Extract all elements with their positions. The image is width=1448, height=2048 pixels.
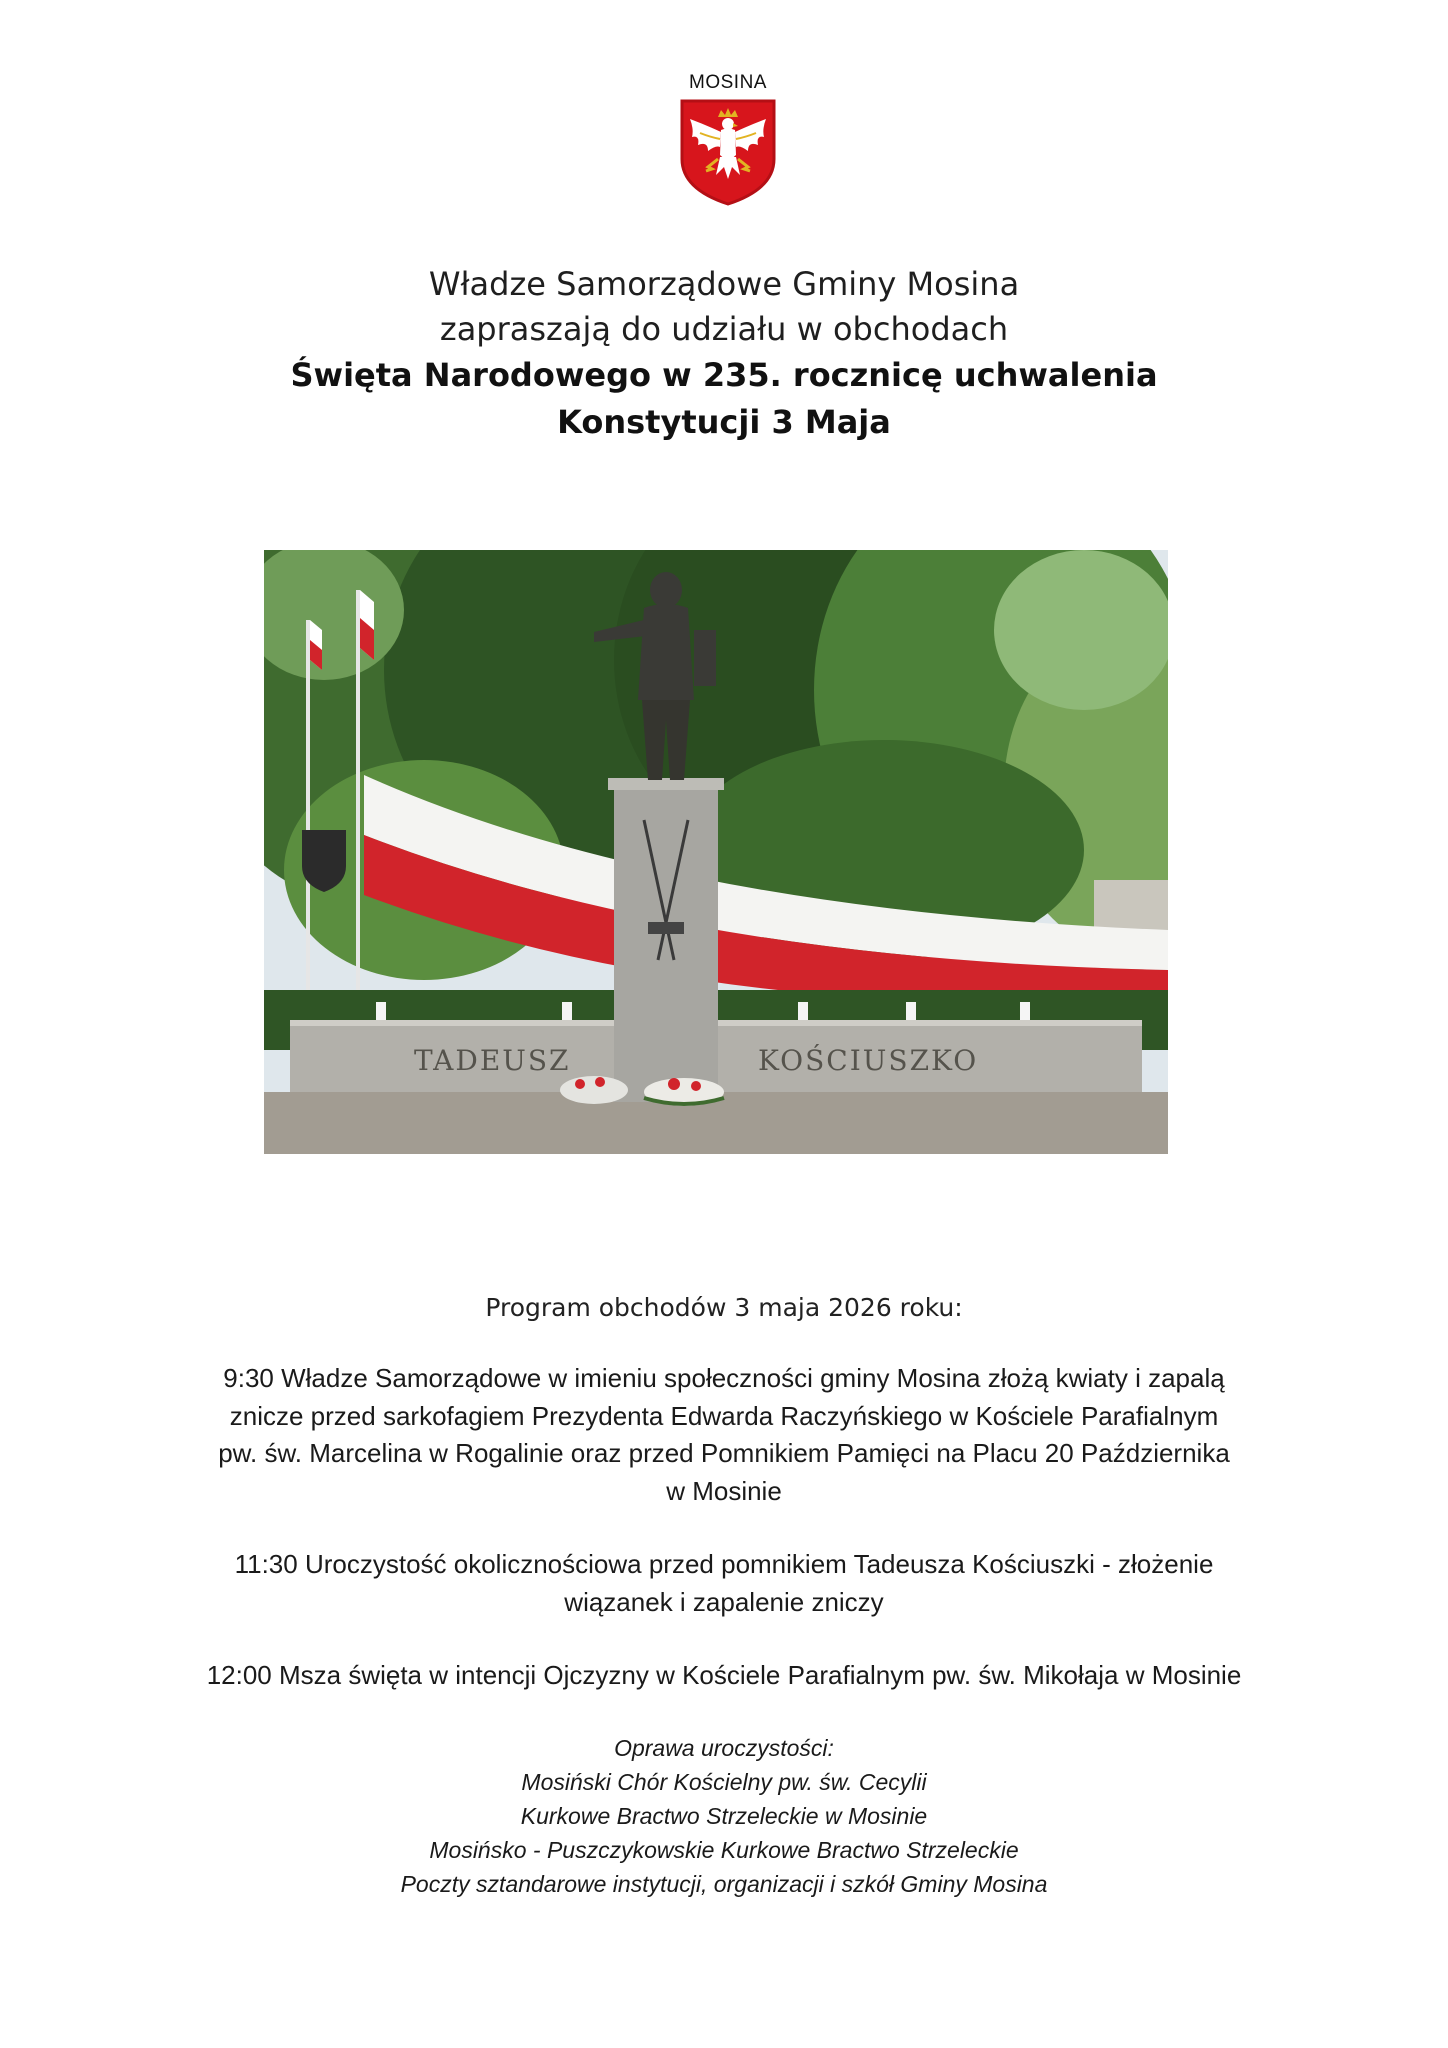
crest-label: MOSINA [689,72,767,93]
eagle-shield-icon [678,97,778,207]
program-event-1130: 11:30 Uroczystość okolicznościowa przed pomnikiem Tadeusza Kościuszki - złożenie wiązanek i zapalenie zniczy [234,1549,1214,1617]
credits-title: Oprawa uroczystości: [614,1734,834,1761]
heading-line-3: Święta Narodowego w 235. rocznicę uchwalenia [290,356,1158,394]
coat-of-arms [674,72,782,207]
credits-item: Kurkowe Bractwo Strzeleckie w Mosinie [520,1802,928,1829]
heading-line-1: Władze Samorządowe Gminy Mosina [428,265,1020,303]
monument-scene [264,550,1168,1154]
credits [0,1731,1448,1901]
program-title: Program obchodów 3 maja 2026 roku: [485,1293,963,1322]
heading-line-4: Konstytucji 3 Maja [557,403,891,441]
program-section [0,1290,1448,1901]
monument-photo [264,550,1168,1154]
credits-item: Mosińsko - Puszczykowskie Kurkowe Bractwo Strzeleckie [429,1836,1019,1863]
inscription-left: TADEUSZ [414,1044,571,1077]
inscription-right: KOŚCIUSZKO [758,1044,979,1077]
program-event-1200: 12:00 Msza święta w intencji Ojczyzny w Kościele Parafialnym pw. św. Mikołaja w Mosinie [206,1660,1242,1690]
credits-item: Poczty sztandarowe instytucji, organizacji i szkół Gminy Mosina [400,1870,1048,1897]
program-event-0930: 9:30 Władze Samorządowe w imieniu społeczności gminy Mosina złożą kwiaty i zapalą znicze przed sarkofagiem Prezydenta Edwarda Raczyńskiego w Kościele Parafialnym pw. św. Marcelina w Rogalinie oraz przed Pomnikiem Pamięci na Placu 20 Października w Mosinie [218,1363,1230,1506]
invitation-heading [0,262,1448,446]
heading-line-2: zapraszają do udziału w obchodach [439,310,1009,348]
credits-item: Mosiński Chór Kościelny pw. św. Cecylii [521,1768,927,1795]
